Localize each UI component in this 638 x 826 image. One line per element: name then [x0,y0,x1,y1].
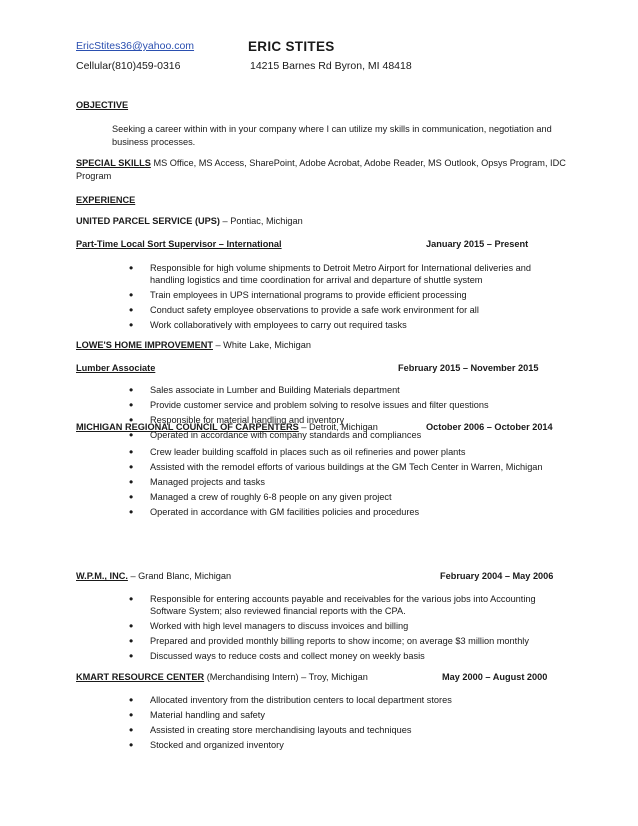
ups-job-title: Part-Time Local Sort Supervisor – International [76,239,282,249]
kmart-location: (Merchandising Intern) – Troy, Michigan [206,672,368,682]
list-item: • Train employees in UPS international programs to provide efficient processing [126,289,566,301]
objective-text: Seeking a career within with in your company where I can utilize my skills in communication, negotiation and business processes. [112,124,552,147]
skills-line [76,157,566,183]
wpm-location: – Grand Blanc, Michigan [130,571,232,581]
list-item: • Material handling and safety [126,709,566,721]
list-item: • Conduct safety employee observations to provide a safe work environment for all [126,304,566,316]
list-item: • Provide customer service and problem solving to resolve issues and filter questions [126,399,566,411]
list-item: • Sales associate in Lumber and Building Materials department [126,384,566,396]
list-item: • Work collaboratively with employees to carry out required tasks [126,319,566,331]
list-item: • Prepared and provided monthly billing reports to show income; on average $3 million monthly [126,635,566,647]
carpenters-bullets [126,446,546,521]
list-item: • Managed projects and tasks [126,476,546,488]
kmart-bullets [126,694,566,754]
wpm-bullets [126,593,566,665]
list-item: • Assisted in creating store merchandising layouts and techniques [126,724,566,736]
list-item: • Discussed ways to reduce costs and collect money on weekly basis [126,650,566,662]
ups-company: UNITED PARCEL SERVICE (UPS) [76,216,220,226]
wpm-company: W.P.M., INC. [76,571,128,581]
objective-heading: OBJECTIVE [76,100,129,110]
job-lowes-company-line [76,339,311,351]
lowes-bullets [126,384,566,444]
ups-bullets [126,262,566,334]
kmart-dates: May 2000 – August 2000 [442,672,548,682]
list-item: • Responsible for high volume shipments to Detroit Metro Airport for International deliveries and handling logistics and time coordination for arrival and departure of shuttle system [126,262,566,286]
kmart-company: KMART RESOURCE CENTER [76,672,205,682]
list-item: • Assisted with the remodel efforts of various buildings at the GM Tech Center in Warren, Michigan [126,461,546,473]
experience-heading: EXPERIENCE [76,195,136,205]
list-item: • Allocated inventory from the distribution centers to local department stores [126,694,566,706]
list-item: • Managed a crew of roughly 6-8 people on any given project [126,491,546,503]
carpenters-dates: October 2006 – October 2014 [426,422,553,432]
ups-location: – Pontiac, Michigan [222,216,303,226]
carpenters-company: MICHIGAN REGIONAL COUNCIL OF CARPENTERS [76,422,299,432]
carpenters-location: – Detroit, Michigan [301,422,378,432]
list-item: • Stocked and organized inventory [126,739,566,751]
phone-number: Cellular(810)459-0316 [76,60,181,72]
list-item: • Responsible for material handling and inventory [126,414,566,426]
job-carpenters-company-line [76,421,378,433]
list-item: • Worked with high level managers to discuss invoices and billing [126,620,566,632]
address: 14215 Barnes Rd Byron, MI 48418 [250,60,412,72]
ups-dates: January 2015 – Present [426,239,529,249]
lowes-location: – White Lake, Michigan [215,340,312,350]
list-item: • Responsible for entering accounts payable and receivables for the various jobs into Accounting Software System; also reviewed financial reports with the CPA. [126,593,566,617]
lowes-dates: February 2015 – November 2015 [398,363,539,373]
job-wpm-company-line [76,570,231,582]
list-item: • Operated in accordance with GM facilities policies and procedures [126,506,546,518]
list-item: • Operated in accordance with company standards and compliances [126,429,566,441]
lowes-job-title: Lumber Associate [76,363,156,373]
wpm-dates: February 2004 – May 2006 [440,571,554,581]
lowes-company: LOWE'S HOME IMPROVEMENT [76,340,213,350]
list-item: • Crew leader building scaffold in places such as oil refineries and power plants [126,446,546,458]
skills-text: MS Office, MS Access, SharePoint, Adobe Acrobat, Adobe Reader, MS Outlook, Opsys Program, IDC Program [76,158,566,181]
candidate-name: ERIC STITES [248,39,335,54]
job-ups-company-line [76,215,303,227]
job-kmart-company-line [76,671,368,683]
email-link[interactable]: EricStites36@yahoo.com [76,40,195,52]
skills-heading: SPECIAL SKILLS [76,158,151,168]
